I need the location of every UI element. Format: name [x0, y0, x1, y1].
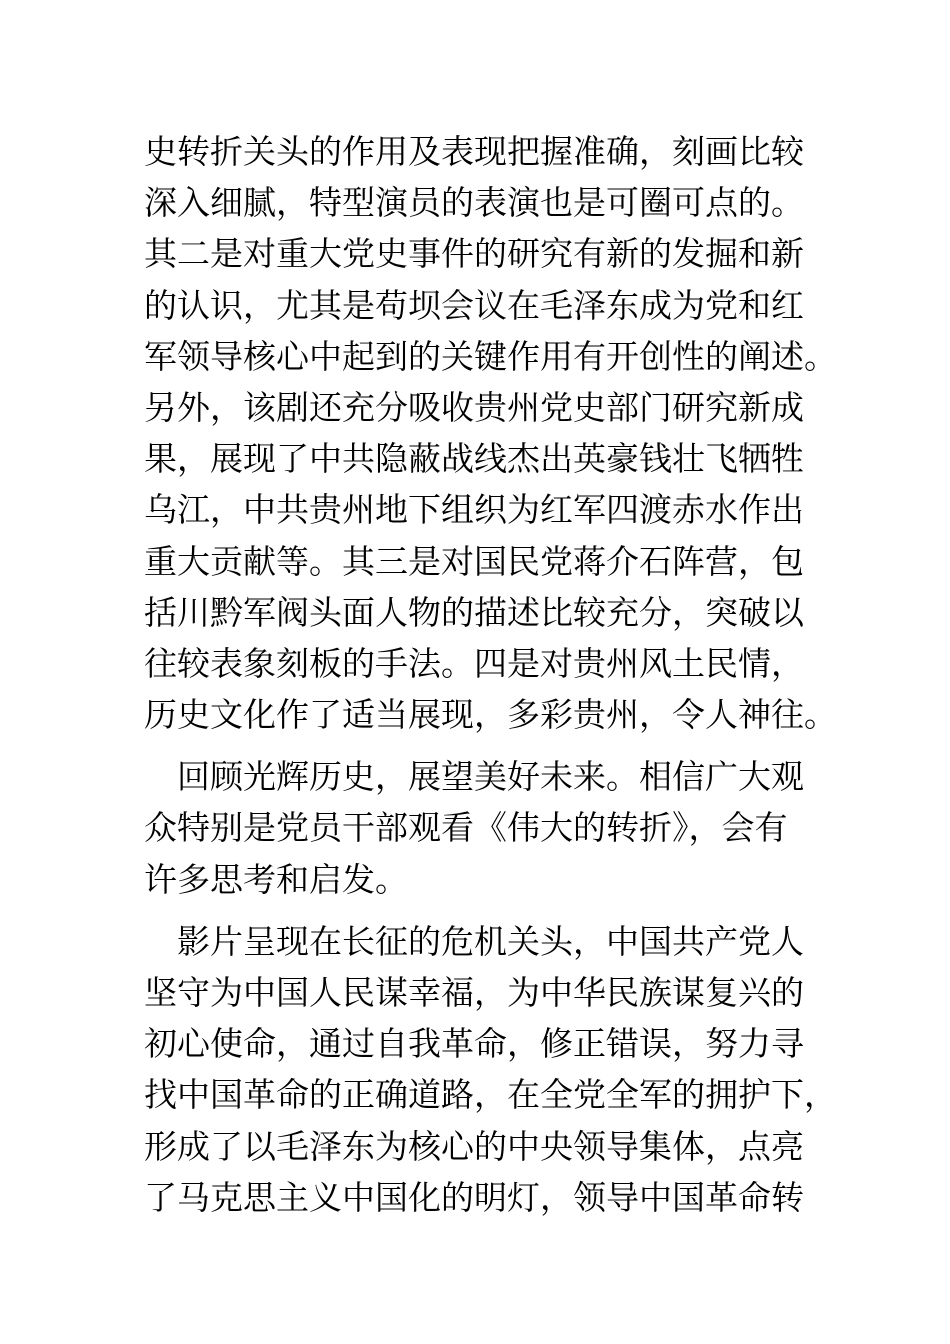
text-line: 形成了以毛泽东为核心的中央领导集体，点亮 [144, 1126, 804, 1166]
text-line: 找中国革命的正确道路，在全党全军的拥护下， [144, 1075, 837, 1115]
text-line: 回顾光辉历史，展望美好未来。相信广大观 [177, 757, 804, 797]
text-line: 历史文化作了适当展现，多彩贵州，令人神往。 [144, 695, 837, 735]
text-line: 深入细腻，特型演员的表演也是可圈可点的。 [144, 183, 804, 223]
text-line: 影片呈现在长征的危机关头，中国共产党人 [177, 921, 804, 961]
text-line: 了马克思主义中国化的明灯，领导中国革命转 [144, 1177, 804, 1217]
paragraph-2 [144, 751, 824, 905]
text-line: 乌江，中共贵州地下组织为红军四渡赤水作出 [144, 490, 804, 530]
text-line: 的认识，尤其是苟坝会议在毛泽东成为党和红 [144, 285, 804, 325]
text-line: 果，展现了中共隐蔽战线杰出英豪钱壮飞牺牲 [144, 439, 804, 479]
text-line: 重大贡献等。其三是对国民党蒋介石阵营，包 [144, 541, 804, 581]
text-line: 括川黔军阀头面人物的描述比较充分，突破以 [144, 592, 804, 632]
paragraph-1 [144, 126, 837, 740]
text-line: 坚守为中国人民谋幸福，为中华民族谋复兴的 [144, 973, 804, 1012]
text-line: 另外，该剧还充分吸收贵州党史部门研究新成 [144, 387, 804, 427]
text-line: 其二是对重大党史事件的研究有新的发掘和新 [144, 234, 804, 274]
text-line: 往较表象刻板的手法。四是对贵州风土民情， [144, 643, 804, 683]
text-line: 初心使命，通过自我革命，修正错误，努力寻 [144, 1024, 804, 1064]
text-line: 众特别是党员干部观看《伟大的转折》，会有 [144, 808, 788, 848]
text-line: 史转折关头的作用及表现把握准确，刻画比较 [144, 132, 804, 171]
paragraph-3 [144, 916, 837, 1223]
body-text [144, 126, 837, 1223]
text-line: 军领导核心中起到的关键作用有开创性的阐述。 [144, 336, 837, 376]
paragraph-gap [144, 740, 824, 751]
paragraph-gap [144, 905, 824, 916]
text-line: 许多思考和启发。 [144, 859, 408, 899]
